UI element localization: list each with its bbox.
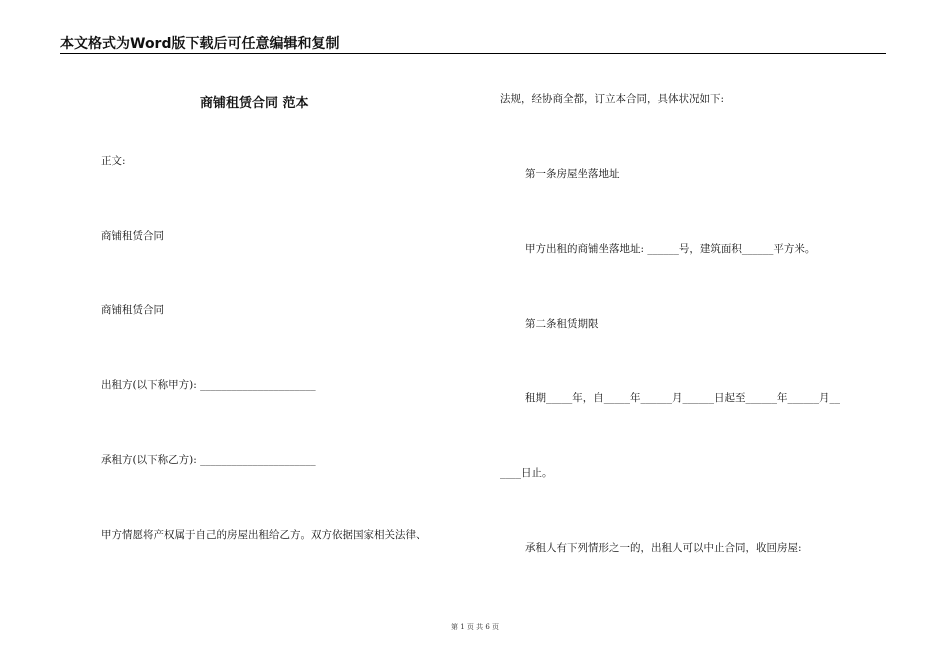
lease-term-line-end: ____日止。 — [500, 467, 553, 479]
lessee-line: 承租方(以下称乙方): ______________________ — [101, 454, 316, 466]
termination-clause-line: 承租人有下列情形之一的，出租人可以中止合同，收回房屋: — [525, 542, 802, 554]
lessor-line: 出租方(以下称甲方): ______________________ — [101, 379, 316, 391]
contract-heading: 商铺租赁合同 — [101, 230, 164, 242]
document-title: 商铺租赁合同 范本 — [200, 96, 309, 111]
article-1-address-line: 甲方出租的商铺坐落地址: ______号，建筑面积______平方米。 — [525, 243, 816, 255]
intro-paragraph-continued: 法规，经协商全都，订立本合同，具体状况如下: — [500, 93, 725, 105]
article-1-heading: 第一条房屋坐落地址 — [525, 168, 620, 180]
article-2-heading: 第二条租赁期限 — [525, 318, 599, 330]
intro-paragraph: 甲方情愿将产权属于自己的房屋出租给乙方。双方依据国家相关法律、 — [101, 529, 427, 541]
lease-term-line: 租期_____年，自_____年______月______日起至______年______月__ — [525, 392, 840, 404]
header-divider — [60, 53, 886, 54]
body-label-main-text: 正文: — [101, 155, 126, 167]
contract-heading-repeat: 商铺租赁合同 — [101, 304, 164, 316]
header-text: 本文格式为Word版下载后可任意编辑和复制 — [60, 36, 340, 52]
page-header — [60, 35, 886, 53]
page-number: 第 1 页 共 6 页 — [450, 623, 500, 631]
